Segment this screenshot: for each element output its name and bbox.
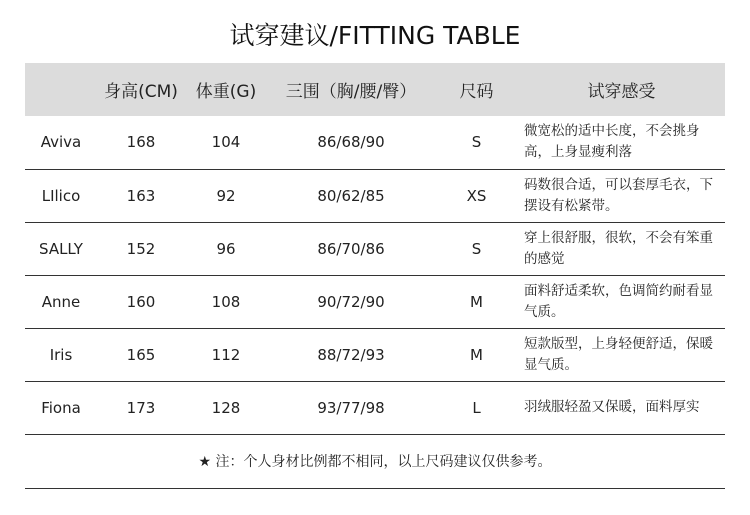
table-row	[25, 222, 725, 275]
cell-height: 163	[126, 186, 156, 205]
cell-size: M	[470, 345, 483, 364]
cell-name: Aviva	[40, 133, 82, 152]
cell-size: S	[471, 133, 482, 152]
cell-feeling: 羽绒服轻盈又保暖，面料厚实	[524, 399, 700, 415]
cell-name: Iris	[49, 345, 73, 364]
header-feeling: 试穿感受	[587, 82, 656, 102]
cell-height: 168	[126, 133, 156, 152]
cell-measurements: 80/62/85	[317, 186, 385, 205]
cell-measurements: 86/68/90	[317, 133, 385, 152]
cell-measurements: 88/72/93	[317, 345, 385, 364]
cell-weight: 108	[211, 292, 241, 311]
cell-weight: 128	[211, 398, 241, 417]
cell-height: 152	[126, 239, 156, 258]
note-row	[25, 434, 725, 488]
cell-name: LIlico	[41, 186, 81, 205]
footnote: ★ 注：个人身材比例都不相同，以上尺码建议仅供参考。	[25, 434, 725, 488]
page-title: 试穿建议/FITTING TABLE	[229, 21, 521, 50]
header-weight: 体重(G)	[195, 82, 257, 102]
header-size: 尺码	[459, 82, 494, 102]
table-row	[25, 328, 725, 381]
table-row	[25, 116, 725, 169]
fitting-table	[25, 63, 725, 489]
cell-weight: 96	[216, 239, 236, 258]
cell-size: XS	[466, 186, 487, 205]
cell-feeling: 穿上很舒服，很软，不会有笨重的感觉	[524, 229, 713, 267]
cell-measurements: 90/72/90	[317, 292, 385, 311]
cell-size: S	[471, 239, 482, 258]
cell-weight: 112	[211, 345, 241, 364]
table-header-row	[25, 63, 725, 116]
cell-height: 165	[126, 345, 156, 364]
cell-size: M	[470, 292, 483, 311]
cell-height: 160	[126, 292, 156, 311]
cell-name: Anne	[41, 292, 81, 311]
header-height: 身高(CM)	[104, 82, 178, 102]
cell-height: 173	[126, 398, 156, 417]
cell-name: SALLY	[39, 239, 83, 258]
cell-measurements: 86/70/86	[317, 239, 385, 258]
cell-weight: 104	[211, 133, 241, 152]
cell-feeling: 短款版型，上身轻便舒适，保暖显气质。	[524, 335, 713, 373]
header-measurements: 三围（胸/腰/臀）	[285, 82, 417, 102]
cell-measurements: 93/77/98	[317, 398, 385, 417]
cell-feeling: 面料舒适柔软，色调简约耐看显气质。	[524, 282, 713, 320]
table-row	[25, 169, 725, 222]
cell-weight: 92	[216, 186, 236, 205]
cell-name: Fiona	[41, 398, 81, 417]
cell-feeling: 微宽松的适中长度，不会挑身高，上身显瘦利落	[524, 123, 700, 161]
cell-size: L	[472, 398, 481, 417]
table-row	[25, 275, 725, 328]
table-row	[25, 381, 725, 434]
header-name	[25, 63, 97, 116]
cell-feeling: 码数很合适，可以套厚毛衣，下摆设有松紧带。	[524, 176, 713, 214]
